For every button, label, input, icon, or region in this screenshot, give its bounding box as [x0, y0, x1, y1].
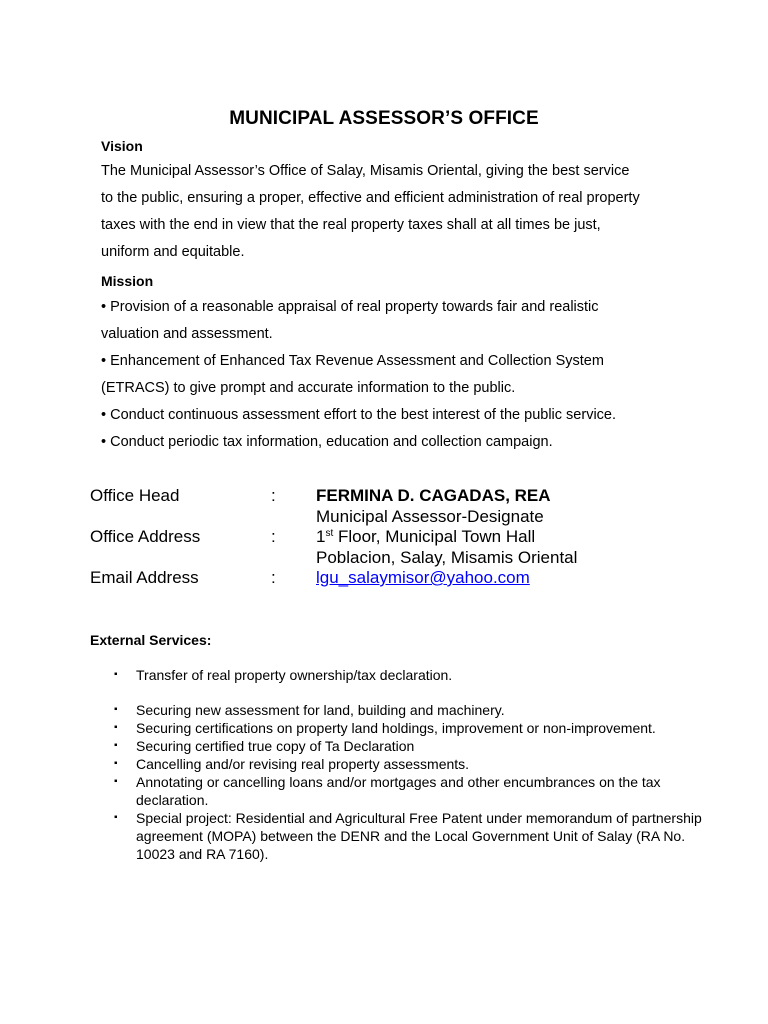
bullet-icon: ▪: [114, 776, 118, 787]
mission-line: • Provision of a reasonable appraisal of real property towards fair and realistic: [101, 299, 599, 315]
office-info: [90, 486, 690, 609]
list-item: [90, 809, 726, 863]
bullet-icon: ▪: [114, 704, 118, 715]
list-item-text: Securing certified true copy of Ta Declaration: [136, 738, 415, 754]
list-item-text: Annotating or cancelling loans and/or mortgages and other encumbrances on the tax declaration.: [136, 774, 661, 808]
office-address-line2: Poblacion, Salay, Misamis Oriental: [316, 547, 578, 567]
office-head-name: FERMINA D. CAGADAS, REA: [316, 486, 551, 505]
vision-heading: Vision: [101, 138, 143, 154]
list-item: [90, 755, 690, 773]
vision-line: uniform and equitable.: [101, 244, 245, 260]
list-item-text: Special project: Residential and Agricultural Free Patent under memorandum of partnership agreement (MOPA) between the DENR and the Local Government Unit of Salay (RA No. 10023 and RA 7160).: [136, 810, 702, 862]
office-head-title: Municipal Assessor-Designate: [316, 506, 544, 526]
office-address-value: [316, 527, 577, 568]
office-head-row: [90, 486, 690, 527]
office-head-value: [316, 486, 551, 527]
colon: :: [271, 527, 276, 546]
list-item: [90, 737, 690, 755]
mission-paragraph: [101, 294, 681, 456]
address-floor-number: 1: [316, 527, 326, 546]
email-address-value: [316, 568, 530, 589]
bullet-icon: ▪: [114, 722, 118, 733]
vision-line: taxes with the end in view that the real property taxes shall at all times be just,: [101, 217, 601, 233]
list-item: [90, 773, 706, 809]
mission-heading: Mission: [101, 273, 154, 289]
mission-line: (ETRACS) to give prompt and accurate information to the public.: [101, 380, 516, 396]
list-item-text: Cancelling and/or revising real property assessments.: [136, 756, 470, 772]
list-item-text: Transfer of real property ownership/tax declaration.: [136, 667, 453, 683]
vision-line: to the public, ensuring a proper, effective and efficient administration of real property: [101, 190, 640, 206]
mission-line: • Enhancement of Enhanced Tax Revenue Assessment and Collection System: [101, 353, 604, 369]
office-address-line1: [316, 527, 577, 548]
office-head-label: Office Head: [90, 486, 180, 505]
external-services-list: [90, 666, 702, 863]
office-address-row: [90, 527, 690, 568]
list-item: [90, 701, 690, 719]
list-item-text: Securing new assessment for land, building and machinery.: [136, 702, 505, 718]
list-item: [90, 719, 656, 737]
bullet-icon: ▪: [114, 740, 118, 751]
address-floor-text: Floor, Municipal Town Hall: [333, 527, 536, 546]
bullet-icon: ▪: [114, 669, 118, 680]
address-floor-suffix: st: [325, 528, 334, 539]
email-address-row: [90, 568, 690, 609]
mission-line: valuation and assessment.: [101, 326, 273, 342]
colon: :: [271, 568, 276, 587]
bullet-icon: ▪: [114, 758, 118, 769]
vision-paragraph: [101, 158, 681, 266]
email-address-label: Email Address: [90, 568, 199, 587]
page-title: MUNICIPAL ASSESSOR’S OFFICE: [229, 108, 539, 129]
office-address-label: Office Address: [90, 527, 201, 546]
colon: :: [271, 486, 276, 505]
mission-line: • Conduct continuous assessment effort to the best interest of the public service.: [101, 407, 617, 423]
vision-line: The Municipal Assessor’s Office of Salay, Misamis Oriental, giving the best service: [101, 163, 630, 179]
list-item: [90, 666, 690, 684]
list-item-text: Securing certifications on property land holdings, improvement or non-improvement.: [136, 720, 656, 736]
email-link[interactable]: lgu_salaymisor@yahoo.com: [316, 568, 530, 587]
bullet-icon: ▪: [114, 812, 118, 823]
external-services-heading: External Services:: [90, 632, 212, 648]
mission-line: • Conduct periodic tax information, education and collection campaign.: [101, 434, 553, 450]
